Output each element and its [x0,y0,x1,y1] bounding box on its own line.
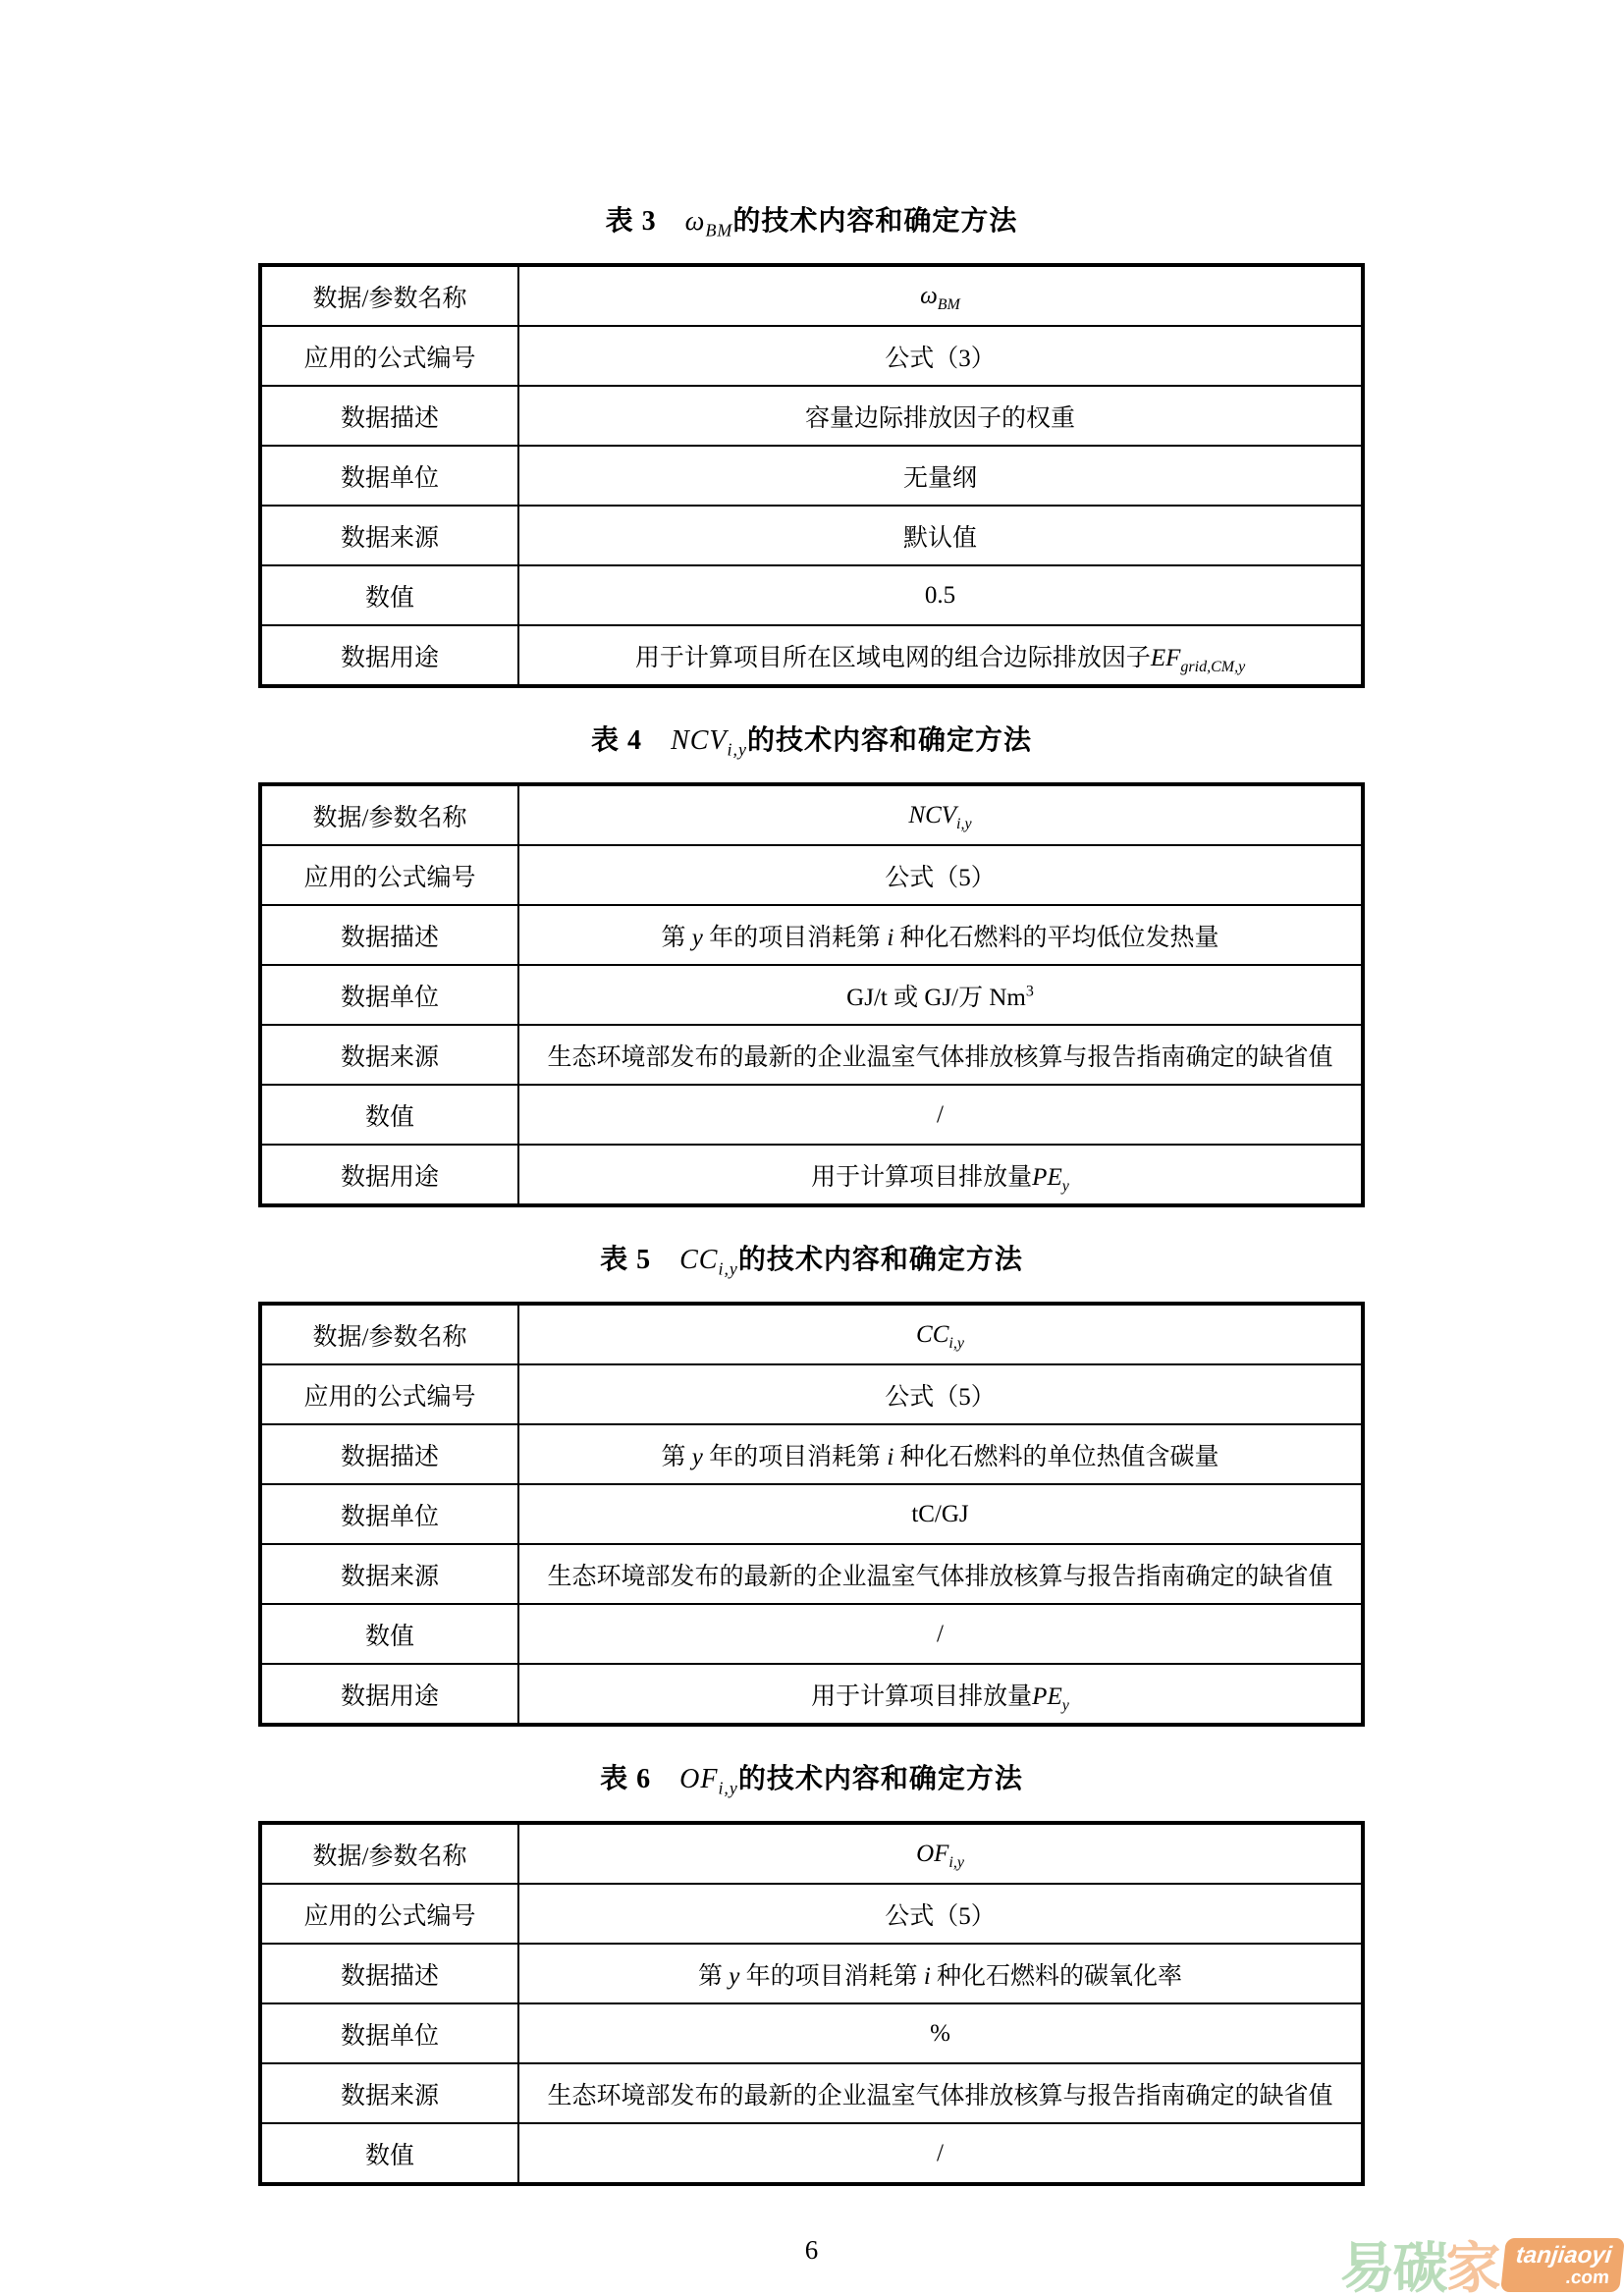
text-run: 表 3 [605,206,685,237]
text-run: % [930,2019,950,2047]
math-symbol: i,y [718,1258,738,1279]
parameter-table [258,263,1365,688]
row-label-cell: 数据用途 [260,1145,518,1205]
row-value-cell [518,1025,1363,1085]
table-row [260,1484,1363,1544]
text-run: 年的项目消耗第 [702,1443,888,1470]
math-symbol: y [1061,1696,1069,1714]
row-value-cell [518,2003,1363,2063]
tanjiaoyi-watermark-logo [1340,2238,1622,2294]
text-run: 容量边际排放因子的权重 [804,404,1075,432]
row-value-cell [518,386,1363,446]
parameter-table-section [258,719,1365,1207]
parameter-table-section [258,1238,1365,1727]
row-label-cell: 数据描述 [260,386,518,446]
row-value-cell [518,1544,1363,1604]
row-value-cell [518,446,1363,506]
math-symbol: CC [916,1320,949,1348]
math-symbol: OF [679,1764,719,1794]
text-run: 表 6 [600,1764,680,1794]
text-run: 无量纲 [902,464,977,492]
math-symbol: y [729,1962,740,1990]
text-run: 的技术内容和确定方法 [746,725,1032,756]
watermark-char-jia: 家 [1445,2236,1498,2296]
parameter-table-body [260,1823,1363,2184]
text-run: 生态环境部发布的最新的企业温室气体排放核算与报告指南确定的缺省值 [547,1043,1333,1071]
math-symbol: grid,CM,y [1180,658,1246,675]
row-value-cell [518,1364,1363,1424]
table-title [258,719,1365,758]
math-symbol: i,y [948,1853,964,1871]
row-value-cell [518,506,1363,565]
table-row [260,1364,1363,1424]
row-label-cell: 数据用途 [260,625,518,686]
table-row [260,2123,1363,2184]
text-run: 年的项目消耗第 [702,924,888,951]
text-run: / [937,2139,944,2166]
table-row [260,565,1363,625]
text-run: 的技术内容和确定方法 [737,1245,1023,1275]
math-symbol: i [923,1962,931,1990]
text-run: 表 5 [600,1245,680,1275]
table-row [260,506,1363,565]
math-symbol: EF [1150,644,1181,671]
row-label-cell: 应用的公式编号 [260,326,518,386]
text-run: GJ/t 或 GJ/万 Nm [846,984,1026,1011]
table-row [260,845,1363,905]
table-row [260,2063,1363,2123]
math-symbol: i,y [956,815,972,832]
row-value-cell [518,1484,1363,1544]
table-row [260,265,1363,326]
row-label-cell: 应用的公式编号 [260,845,518,905]
row-label-cell: 数据/参数名称 [260,265,518,326]
table-row [260,446,1363,506]
row-value-cell [518,965,1363,1025]
table-row [260,784,1363,845]
row-label-cell: 数值 [260,2123,518,2184]
text-run: 第 [661,1443,692,1470]
row-value-cell [518,1304,1363,1364]
row-label-cell: 数据/参数名称 [260,1304,518,1364]
row-label-cell: 数值 [260,1085,518,1145]
text-run: 3 [1025,983,1034,1000]
row-value-cell [518,265,1363,326]
table-row [260,1424,1363,1484]
table-row [260,1944,1363,2003]
text-run: 种化石燃料的碳氧化率 [930,1962,1183,1990]
table-row [260,1145,1363,1205]
math-symbol: i,y [948,1334,964,1352]
table-title [258,1238,1365,1277]
table-title [258,199,1365,239]
table-row [260,965,1363,1025]
text-run: 第 [661,924,692,951]
row-label-cell: 数据来源 [260,1025,518,1085]
math-symbol: y [691,1443,703,1470]
table-row [260,1823,1363,1884]
math-symbol: y [1061,1177,1069,1195]
text-run: 用于计算项目排放量 [811,1163,1033,1191]
table-row [260,1304,1363,1364]
text-run: 第 [697,1962,730,1990]
math-symbol: CC [679,1245,719,1275]
row-value-cell [518,1145,1363,1205]
row-value-cell [518,1944,1363,2003]
row-value-cell [518,565,1363,625]
row-value-cell [518,1424,1363,1484]
text-run: 的技术内容和确定方法 [737,1764,1023,1794]
text-run: 0.5 [924,581,956,609]
row-label-cell: 数据/参数名称 [260,784,518,845]
table-row [260,1085,1363,1145]
text-run: 公式（5） [885,864,996,891]
row-value-cell [518,1604,1363,1664]
math-symbol: NCV [908,801,957,828]
row-value-cell [518,1085,1363,1145]
row-value-cell [518,845,1363,905]
row-value-cell [518,326,1363,386]
tables-container [258,199,1365,2186]
row-value-cell [518,1884,1363,1944]
math-symbol: BM [705,220,733,240]
row-label-cell: 数据描述 [260,1424,518,1484]
row-value-cell [518,1664,1363,1725]
table-row [260,1025,1363,1085]
math-symbol: y [691,924,703,951]
page-content [258,199,1365,2266]
text-run: 生态环境部发布的最新的企业温室气体排放核算与报告指南确定的缺省值 [547,1563,1333,1590]
watermark-domain-suffix: .com [1564,2268,1610,2288]
table-title [258,1757,1365,1796]
text-run: tC/GJ [911,1500,969,1527]
row-value-cell [518,784,1363,845]
table-row [260,1884,1363,1944]
row-label-cell: 数据单位 [260,2003,518,2063]
parameter-table-body [260,784,1363,1205]
parameter-table-body [260,1304,1363,1725]
text-run: 默认值 [902,524,977,552]
row-label-cell: 应用的公式编号 [260,1884,518,1944]
math-symbol: PE [1032,1682,1062,1710]
parameter-table [258,1821,1365,2186]
watermark-domain-text: tanjiaoyi [1514,2242,1613,2269]
row-label-cell: 数据单位 [260,446,518,506]
text-run: 公式（3） [885,345,996,372]
math-symbol: ω [920,282,938,309]
page-number: 6 [804,2235,819,2265]
math-symbol: ω [684,206,706,237]
row-value-cell [518,905,1363,965]
table-row [260,2003,1363,2063]
text-run: 公式（5） [885,1383,996,1411]
math-symbol: i,y [727,739,747,760]
math-symbol: i,y [718,1778,738,1798]
table-row [260,1604,1363,1664]
parameter-table [258,782,1365,1207]
row-label-cell: 数据来源 [260,506,518,565]
text-run: 种化石燃料的平均低位发热量 [893,924,1219,951]
text-run: 表 4 [591,725,672,756]
text-run: 年的项目消耗第 [739,1962,924,1990]
text-run: / [937,1620,944,1647]
parameter-table-section [258,199,1365,688]
text-run: 种化石燃料的单位热值含碳量 [893,1443,1219,1470]
row-label-cell: 应用的公式编号 [260,1364,518,1424]
row-label-cell: 数据来源 [260,2063,518,2123]
row-label-cell: 数据来源 [260,1544,518,1604]
math-symbol: PE [1032,1163,1062,1191]
watermark-domain-box [1500,2238,1624,2292]
table-row [260,1664,1363,1725]
text-run: / [937,1100,944,1128]
row-value-cell [518,1823,1363,1884]
row-label-cell: 数据/参数名称 [260,1823,518,1884]
table-row [260,625,1363,686]
math-symbol: OF [916,1840,949,1867]
watermark-char-yi: 易 [1339,2236,1392,2296]
math-symbol: NCV [671,725,728,756]
parameter-table-body [260,265,1363,686]
row-value-cell [518,2123,1363,2184]
text-run: 生态环境部发布的最新的企业温室气体排放核算与报告指南确定的缺省值 [547,2082,1333,2109]
text-run: 用于计算项目排放量 [811,1682,1033,1710]
watermark-char-tan: 碳 [1392,2236,1445,2296]
parameter-table-section [258,1757,1365,2186]
table-row [260,326,1363,386]
math-symbol: i [887,1443,894,1470]
table-row [260,1544,1363,1604]
text-run: 的技术内容和确定方法 [732,206,1018,237]
text-run: 用于计算项目所在区域电网的组合边际排放因子 [634,644,1151,671]
row-label-cell: 数据单位 [260,1484,518,1544]
row-value-cell [518,2063,1363,2123]
row-value-cell [518,625,1363,686]
row-label-cell: 数据单位 [260,965,518,1025]
table-row [260,905,1363,965]
math-symbol: BM [937,295,960,313]
math-symbol: i [887,924,894,951]
row-label-cell: 数值 [260,565,518,625]
row-label-cell: 数据描述 [260,905,518,965]
parameter-table [258,1302,1365,1727]
row-label-cell: 数据用途 [260,1664,518,1725]
row-label-cell: 数值 [260,1604,518,1664]
row-label-cell: 数据描述 [260,1944,518,2003]
text-run: 公式（5） [885,1902,996,1930]
table-row [260,386,1363,446]
